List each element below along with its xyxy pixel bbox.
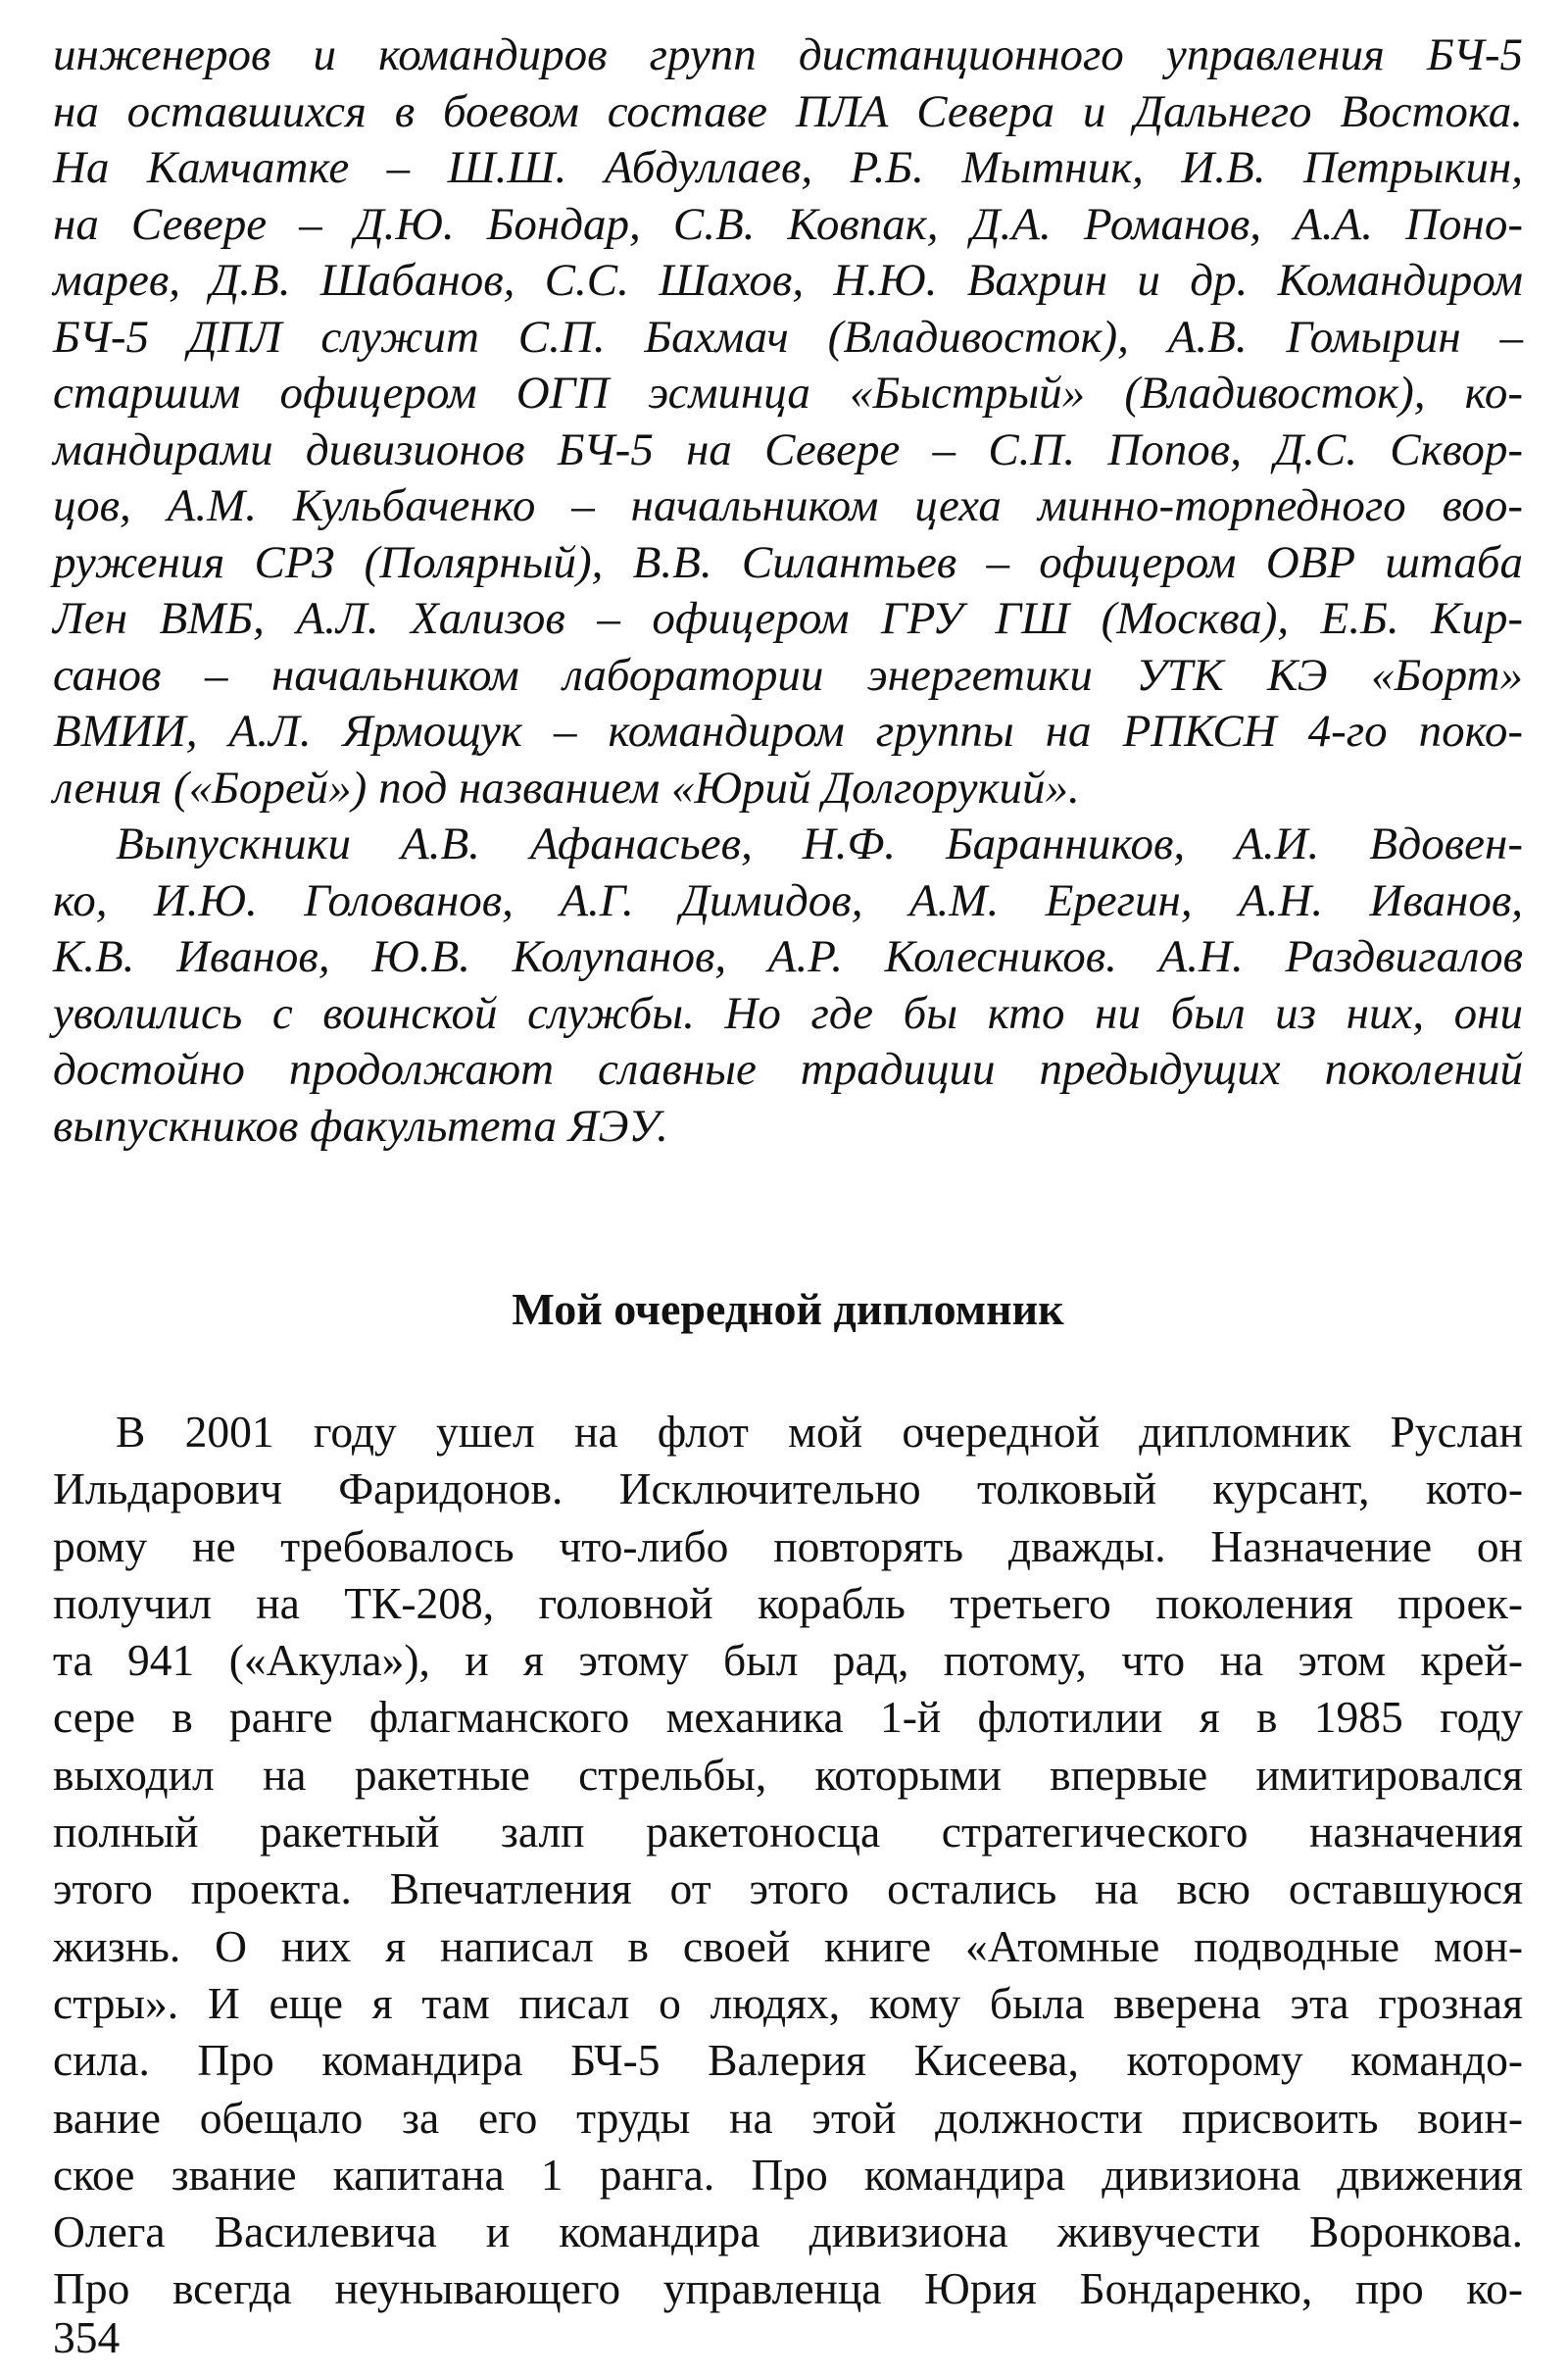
text-line: Про всегда неунывающего управленца Юрия Бондаренко, про ко-	[53, 2263, 1523, 2314]
main-section	[53, 1404, 1523, 2318]
text-line: стры». И еще я там писал о людях, кому была вверена эта грозная	[53, 1977, 1523, 2028]
text-line: Лен ВМБ, А.Л. Хализов – офицером ГРУ ГШ (Москва), Е.Б. Кир-	[53, 593, 1523, 644]
text-line: сила. Про командира БЧ-5 Валерия Кисеева, которому командо-	[53, 2035, 1523, 2086]
text-line: получил на ТК-208, головной корабль третьего поколения проек-	[53, 1577, 1523, 1628]
text-line: выпускников факультета ЯЭУ.	[53, 1100, 668, 1152]
text-line: ВМИИ, А.Л. Ярмощук – командиром группы на РПКСН 4-го поко-	[53, 706, 1523, 757]
text-line: инженеров и командиров групп дистанционного управления БЧ-5	[53, 29, 1523, 80]
text-line: выходил на ракетные стрельбы, которыми впервые имитировался	[53, 1749, 1523, 1800]
text-line: уволились с воинской службы. Но где бы кто ни был из них, они	[53, 987, 1523, 1039]
text-line: Олега Василевича и командира дивизиона живучести Воронкова.	[53, 2206, 1523, 2257]
text-line: мандирами дивизионов БЧ-5 на Севере – С.П. Попов, Д.С. Сквор-	[53, 423, 1523, 475]
text-line: Выпускники А.В. Афанасьев, Н.Ф. Баранников, А.И. Вдовен-	[116, 818, 1523, 869]
text-line: полный ракетный залп ракетоносца стратегического назначения	[53, 1807, 1523, 1857]
text-line: рому не требовалось что-либо повторять дважды. Назначение он	[53, 1520, 1523, 1571]
text-line: К.В. Иванов, Ю.В. Колупанов, А.Р. Колесников. А.Н. Раздвигалов	[53, 931, 1523, 982]
text-line: этого проекта. Впечатления от этого остались на всю оставшуюся	[53, 1863, 1523, 1914]
text-line: вание обещало за его труды на этой должности присвоить воин-	[53, 2092, 1523, 2143]
text-line: на оставшихся в боевом составе ПЛА Севера и Дальнего Востока.	[53, 85, 1523, 137]
text-line: ское звание капитана 1 ранга. Про командира дивизиона движения	[53, 2149, 1523, 2200]
text-line: достойно продолжают славные традиции предыдущих поколений	[53, 1044, 1523, 1095]
italic-section	[53, 27, 1523, 1155]
text-line: цов, А.М. Кульбаченко – начальником цеха минно-торпедного воо-	[53, 480, 1523, 531]
text-line: санов – начальником лаборатории энергетики УТК КЭ «Борт»	[53, 649, 1523, 701]
text-line: Ильдарович Фаридонов. Исключительно толковый курсант, кото-	[53, 1463, 1523, 1514]
text-line: жизнь. О них я написал в своей книге «Атомные подводные мон-	[53, 1920, 1523, 1971]
text-line: В 2001 году ушел на флот мой очередной дипломник Руслан	[116, 1407, 1523, 1457]
text-line: та 941 («Акула»), и я этому был рад, потому, что на этом крей-	[53, 1635, 1523, 1686]
paragraph-main	[53, 1404, 1523, 2318]
text-line: ружения СРЗ (Полярный), В.В. Силантьев – офицером ОВР штаба	[53, 536, 1523, 588]
text-line: На Камчатке – Ш.Ш. Абдуллаев, Р.Б. Мытник, И.В. Петрыкин,	[53, 142, 1523, 193]
text-line: БЧ-5 ДПЛ служит С.П. Бахмач (Владивосток), А.В. Гомырин –	[53, 311, 1523, 363]
text-line: старшим офицером ОГП эсминца «Быстрый» (Владивосток), ко-	[53, 368, 1523, 419]
text-line: ко, И.Ю. Голованов, А.Г. Димидов, А.М. Ерегин, А.Н. Иванов,	[53, 874, 1523, 926]
text-line: ления («Борей») под названием «Юрий Долгорукий».	[53, 762, 1080, 814]
text-line: сере в ранге флагманского механика 1-й флотилии я в 1985 году	[53, 1692, 1523, 1743]
page-number: 354	[53, 2312, 121, 2362]
text-line: марев, Д.В. Шабанов, С.С. Шахов, Н.Ю. Вахрин и др. Командиром	[53, 255, 1523, 306]
text-line: на Севере – Д.Ю. Бондар, С.В. Ковпак, Д.А. Романов, А.А. Поно-	[53, 198, 1523, 250]
paragraph-officers-list	[53, 27, 1523, 817]
paragraph-graduates	[53, 817, 1523, 1155]
section-heading: Мой очередной дипломник	[512, 1284, 1064, 1334]
